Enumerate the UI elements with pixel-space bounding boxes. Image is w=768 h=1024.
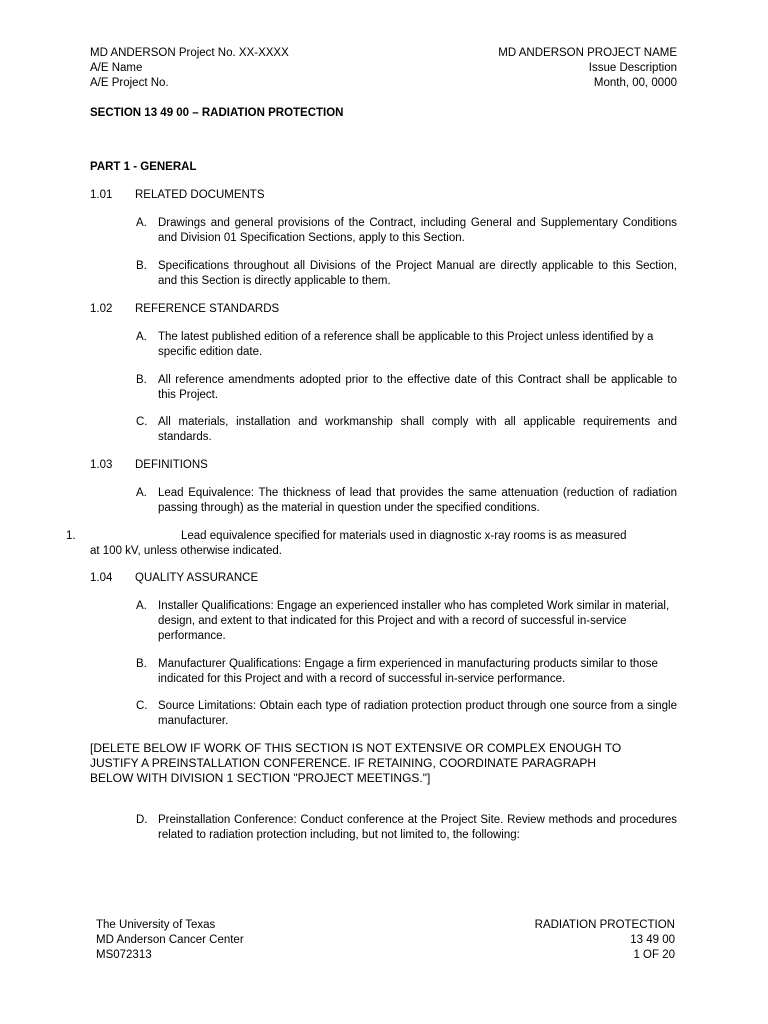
subparagraph-line-2: at 100 kV, unless otherwise indicated. bbox=[90, 545, 283, 557]
footer-right bbox=[400, 918, 675, 963]
project-name: MD ANDERSON PROJECT NAME bbox=[498, 47, 677, 59]
project-number: MD ANDERSON Project No. XX-XXXX bbox=[90, 47, 289, 59]
footer-left bbox=[96, 918, 396, 963]
subparagraph-line-1: Lead equivalence specified for materials used in diagnostic x-ray rooms is as measured bbox=[181, 530, 627, 542]
paragraph-text: Specifications throughout all Divisions of the Project Manual are directly applicable to this Section, and this Section is directly applicable to them. bbox=[158, 260, 677, 287]
ae-project-number: A/E Project No. bbox=[90, 77, 169, 89]
paragraph-letter: A. bbox=[136, 487, 147, 499]
paragraph-letter: A. bbox=[136, 217, 147, 229]
section-number: 1.03 bbox=[90, 459, 113, 471]
header-right bbox=[400, 46, 677, 91]
paragraph-text: Lead Equivalence: The thickness of lead that provides the same attenuation (reduction of radiation passing through) as the material in question under the specified conditions. bbox=[158, 487, 677, 514]
paragraph-text: Installer Qualifications: Engage an experienced installer who has completed Work similar in material, design, and extent to that indicated for this Project and with a record of successful in-service performance. bbox=[158, 600, 670, 642]
paragraph-text: Source Limitations: Obtain each type of radiation protection product through one source from a single manufacturer. bbox=[158, 700, 677, 727]
paragraph-text: Preinstallation Conference: Conduct conference at the Project Site. Review methods and procedures related to radiation protection including, but not limited to, the following: bbox=[158, 814, 677, 841]
ae-name: A/E Name bbox=[90, 62, 143, 74]
footer-section-number: 13 49 00 bbox=[630, 934, 675, 946]
footer-section-name: RADIATION PROTECTION bbox=[534, 919, 675, 931]
section-number: 1.04 bbox=[90, 572, 113, 584]
subparagraph-number: 1. bbox=[66, 530, 76, 542]
paragraph-letter: B. bbox=[136, 374, 147, 386]
section-number: 1.02 bbox=[90, 303, 113, 315]
editor-note: [DELETE BELOW IF WORK OF THIS SECTION IS NOT EXTENSIVE OR COMPLEX ENOUGH TO JUSTIFY A PREINSTALLATION CONFERENCE. IF RETAINING, COORDINATE PARAGRAPH BELOW WITH DIVISION 1 SECTION "PROJECT MEETINGS."] bbox=[90, 741, 622, 785]
paragraph-letter: D. bbox=[136, 814, 148, 826]
section-heading: QUALITY ASSURANCE bbox=[135, 572, 259, 584]
paragraph-text: All reference amendments adopted prior to the effective date of this Contract shall be applicable to this Project. bbox=[158, 374, 677, 401]
paragraph-letter: C. bbox=[136, 700, 148, 712]
header-left bbox=[90, 46, 390, 91]
paragraph-letter: B. bbox=[136, 260, 147, 272]
document-code: MS072313 bbox=[96, 949, 152, 961]
section-heading: RELATED DOCUMENTS bbox=[135, 189, 265, 201]
section-heading: REFERENCE STANDARDS bbox=[135, 303, 280, 315]
center-name: MD Anderson Cancer Center bbox=[96, 934, 244, 946]
paragraph-text: Manufacturer Qualifications: Engage a firm experienced in manufacturing products similar to those indicated for this Project and with a record of successful in-service performance. bbox=[158, 658, 658, 685]
page-number: 1 OF 20 bbox=[633, 949, 675, 961]
paragraph-text: Drawings and general provisions of the Contract, including General and Supplementary Conditions and Division 01 Specification Sections, apply to this Section. bbox=[158, 217, 677, 244]
paragraph-letter: A. bbox=[136, 600, 147, 612]
issue-date: Month, 00, 0000 bbox=[593, 77, 677, 89]
section-heading: DEFINITIONS bbox=[135, 459, 208, 471]
paragraph-text: All materials, installation and workmanship shall comply with all applicable requirements and standards. bbox=[158, 416, 677, 443]
paragraph-letter: C. bbox=[136, 416, 148, 428]
issue-description: Issue Description bbox=[588, 62, 677, 74]
paragraph-text: The latest published edition of a reference shall be applicable to this Project unless identified by a specific edition date. bbox=[158, 331, 654, 358]
paragraph-letter: A. bbox=[136, 331, 147, 343]
paragraph-letter: B. bbox=[136, 658, 147, 670]
part-title: PART 1 - GENERAL bbox=[90, 161, 197, 173]
section-number: 1.01 bbox=[90, 189, 113, 201]
section-title: SECTION 13 49 00 – RADIATION PROTECTION bbox=[90, 107, 344, 119]
institution-name: The University of Texas bbox=[96, 919, 216, 931]
